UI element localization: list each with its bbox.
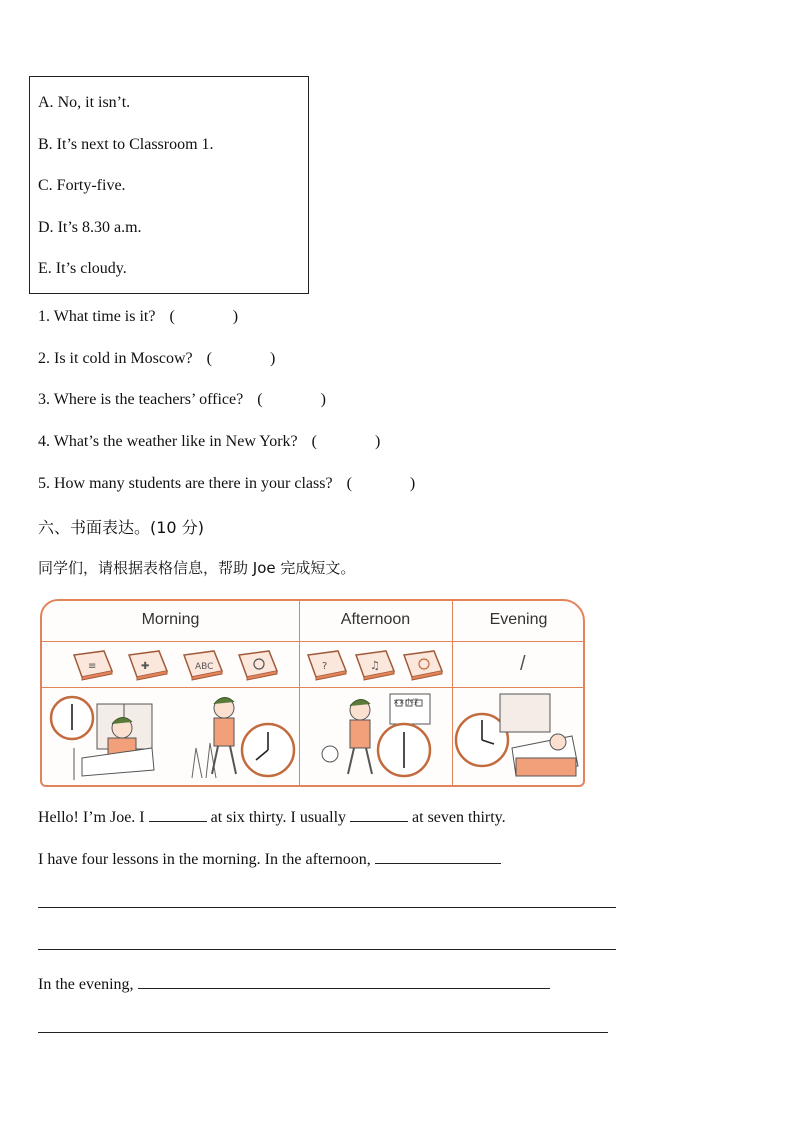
answer-options-box <box>29 76 309 294</box>
header-evening: Evening <box>489 611 548 628</box>
book-icon <box>235 647 279 681</box>
book-icon <box>125 647 169 681</box>
schedule-table <box>40 599 585 787</box>
svg-text:ABC: ABC <box>195 662 214 672</box>
book-icon <box>352 647 396 681</box>
evening-no-lesson: / <box>520 653 526 675</box>
section-title: 六、书面表达。(10 分) <box>38 518 204 537</box>
writing-line[interactable] <box>38 1032 608 1033</box>
blank-go-to-school[interactable] <box>350 807 408 822</box>
section-instruction: 同学们，请根据表格信息，帮助 Joe 完成短文。 <box>38 559 356 577</box>
writing-line[interactable] <box>38 949 616 950</box>
passage-line-1: Hello! I’m Joe. I at six thirty. I usually at seven thirty. <box>38 809 506 826</box>
option-d: D. It’s 8.30 a.m. <box>38 219 142 236</box>
book-icon <box>400 647 444 681</box>
answer-paren-open: ( <box>257 391 263 408</box>
svg-text:≡: ≡ <box>88 661 97 672</box>
question-1: 1. What time is it? ( ) <box>38 308 239 325</box>
blank-afternoon[interactable] <box>375 849 501 864</box>
answer-paren-close: ) <box>409 475 416 492</box>
blank-evening[interactable] <box>138 974 550 989</box>
answer-paren-close: ) <box>320 391 326 408</box>
option-c: C. Forty-five. <box>38 177 126 194</box>
answer-paren-open: ( <box>346 475 352 492</box>
answer-paren-open: ( <box>169 308 175 325</box>
option-a: A. No, it isn’t. <box>38 94 131 111</box>
option-e: E. It’s cloudy. <box>38 260 127 277</box>
svg-text:?: ? <box>322 661 328 672</box>
header-afternoon: Afternoon <box>340 611 411 628</box>
book-icon <box>304 647 348 681</box>
blank-wake-up[interactable] <box>149 807 207 822</box>
passage-line-3: In the evening, <box>38 974 550 994</box>
question-4: 4. What’s the weather like in New York? ( ) <box>38 433 381 450</box>
book-icon <box>180 647 224 681</box>
answer-paren-close: ) <box>232 308 239 325</box>
book-icon <box>70 647 114 681</box>
header-morning: Morning <box>141 611 200 628</box>
passage-line-2: I have four lessons in the morning. In the afternoon, <box>38 849 501 869</box>
svg-text:♫: ♫ <box>370 659 380 672</box>
answer-paren-close: ) <box>374 433 381 450</box>
answer-paren-close: ) <box>269 350 276 367</box>
question-5: 5. How many students are there in your class? ( ) <box>38 475 416 492</box>
answer-paren-open: ( <box>206 350 212 367</box>
writing-line[interactable] <box>38 907 616 908</box>
school-sign: ××小学 <box>393 698 419 706</box>
question-3: 3. Where is the teachers’ office? ( ) <box>38 391 326 408</box>
daily-routine-illustration <box>42 688 583 787</box>
svg-text:✚: ✚ <box>141 661 150 672</box>
answer-paren-open: ( <box>311 433 317 450</box>
question-2: 2. Is it cold in Moscow? ( ) <box>38 350 276 367</box>
option-b: B. It’s next to Classroom 1. <box>38 136 214 153</box>
